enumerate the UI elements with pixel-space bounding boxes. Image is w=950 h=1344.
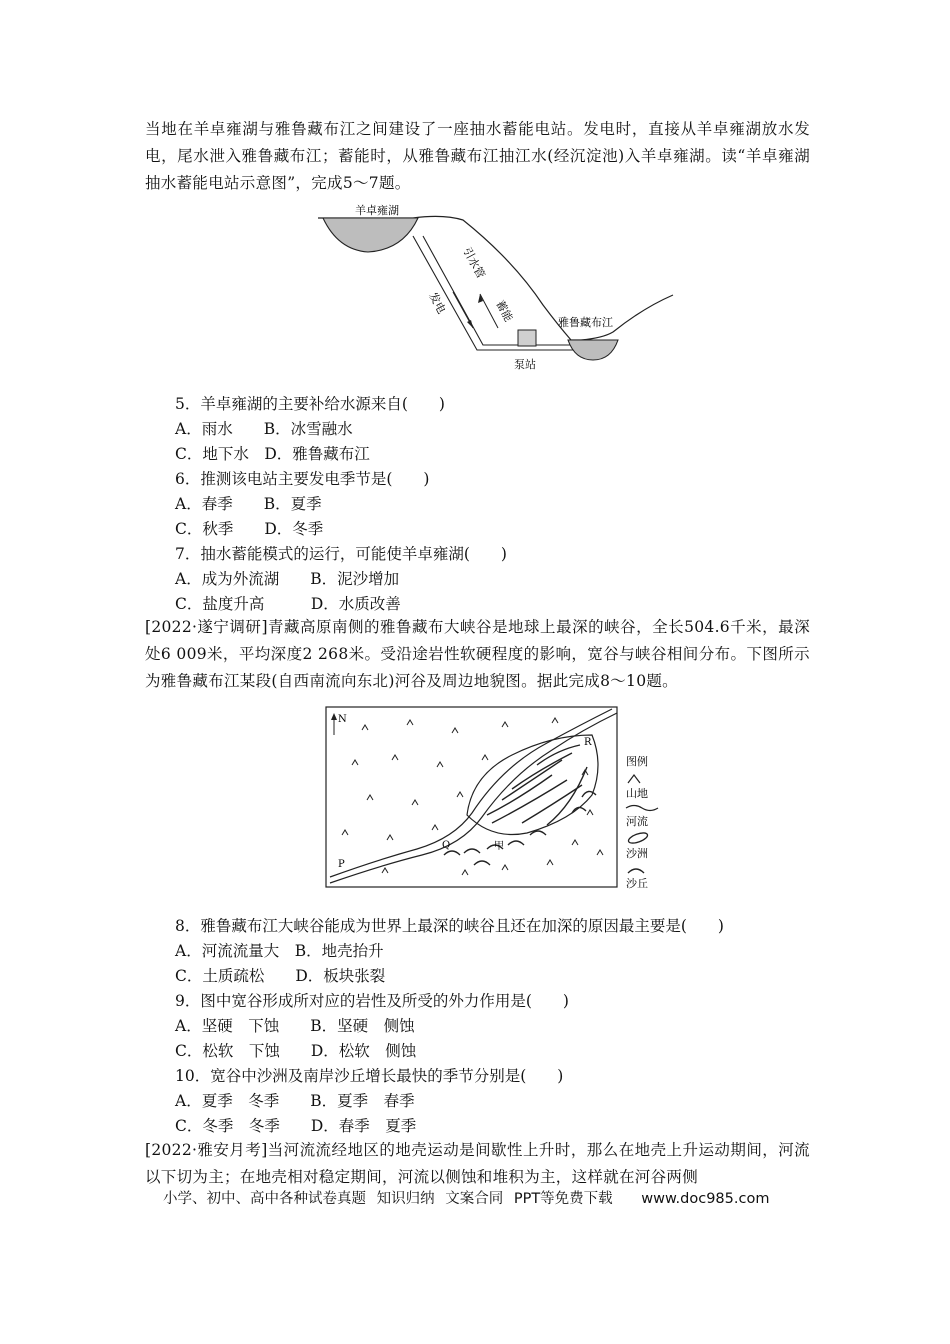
legend-mountain-icon xyxy=(628,775,640,783)
intro-paragraph-2: [2022·遂宁调研]青藏高原南侧的雅鲁藏布大峡谷是地球上最深的峡谷，全长504.6千米，最深处6 009米，平均深度2 268米。受沿途岩性软硬程度的影响，宽谷与峡谷相间分布。下图所示为雅鲁藏布江某段(自西南流向东北)河谷及周边地貌图。据此完成8～10题。 xyxy=(145,618,810,690)
station-label: 泵站 xyxy=(514,358,536,371)
question-10-options-ab: A．夏季 冬季 B．夏季 春季 xyxy=(175,1092,415,1110)
point-q-label: Q xyxy=(442,840,451,851)
footer-url-link[interactable]: www.doc985.com xyxy=(641,1191,770,1207)
question-6: 6．推测该电站主要发电季节是( ) xyxy=(175,470,430,488)
point-r-label: R xyxy=(584,737,592,748)
question-9-options-cd: C．松软 下蚀 D．松软 侧蚀 xyxy=(175,1042,417,1060)
store-arrow-line xyxy=(480,294,498,328)
footer-text-4: PPT等免费下载 xyxy=(513,1191,613,1207)
valley-landform-map xyxy=(322,705,662,890)
question-9-options-ab: A．坚硬 下蚀 B．坚硬 侧蚀 xyxy=(175,1017,415,1035)
legend-dune-label: 沙丘 xyxy=(626,877,648,890)
generate-label: 发电 xyxy=(426,290,449,316)
question-5-options-cd: C．地下水 D．雅鲁藏布江 xyxy=(175,445,370,463)
question-6-options-cd: C．秋季 D．冬季 xyxy=(175,520,324,538)
yarlung-river-shape xyxy=(568,340,618,360)
question-8-options-ab: A．河流流量大 B．地壳抬升 xyxy=(175,942,384,960)
question-7: 7．抽水蓄能模式的运行，可能使羊卓雍湖( ) xyxy=(175,545,507,563)
question-7-options-cd: C．盐度升高 D．水质改善 xyxy=(175,595,401,613)
question-8-options-cd: C．土质疏松 D．板块张裂 xyxy=(175,967,386,985)
footer-text-3: 文案合同 xyxy=(445,1191,504,1207)
pump-station-box xyxy=(518,330,536,346)
page-footer xyxy=(163,1187,775,1208)
question-9: 9．图中宽谷形成所对应的岩性及所受的外力作用是( ) xyxy=(175,992,569,1010)
lake-label: 羊卓雍湖 xyxy=(355,204,399,217)
question-6-options-ab: A．春季 B．夏季 xyxy=(175,495,322,513)
question-8: 8．雅鲁藏布江大峡谷能成为世界上最深的峡谷且还在加深的原因最主要是( ) xyxy=(175,917,724,935)
intro-paragraph-1: 当地在羊卓雍湖与雅鲁藏布江之间建设了一座抽水蓄能电站。发电时，直接从羊卓雍湖放水发电，尾水泄入雅鲁藏布江；蓄能时，从雅鲁藏布江抽江水(经沉淀池)入羊卓雍湖。读“羊卓雍湖抽水蓄能电站示意图”，完成5～7题。 xyxy=(145,120,810,192)
question-10: 10．宽谷中沙洲及南岸沙丘增长最快的季节分别是( ) xyxy=(175,1067,564,1085)
point-jia-label: 甲 xyxy=(494,841,504,852)
question-7-options-ab: A．成为外流湖 B．泥沙增加 xyxy=(175,570,400,588)
question-10-options-cd: C．冬季 冬季 D．春季 夏季 xyxy=(175,1117,417,1135)
legend-mountain-label: 山地 xyxy=(626,787,648,800)
question-5: 5．羊卓雍湖的主要补给水源来自( ) xyxy=(175,395,445,413)
pipe-label: 引水管 xyxy=(460,245,488,281)
legend-sandbar-label: 沙洲 xyxy=(626,847,648,860)
point-p-label: P xyxy=(338,859,345,870)
pumped-storage-diagram xyxy=(313,200,683,375)
legend-sandbar-icon xyxy=(627,831,649,845)
legend-title: 图例 xyxy=(626,755,648,768)
intro-paragraph-3: [2022·雅安月考]当河流流经地区的地壳运动是间歇性上升时，那么在地壳上升运动期间，河流以下切为主；在地壳相对稳定期间，河流以侧蚀和堆积为主，这样就在河谷两侧 xyxy=(145,1141,810,1186)
yamdrok-lake-shape xyxy=(323,218,418,252)
footer-text-1: 小学、初中、高中各种试卷真题 xyxy=(163,1191,366,1207)
legend-dune-icon xyxy=(628,869,644,873)
footer-text-2: 知识归纳 xyxy=(376,1191,435,1207)
store-label: 蓄能 xyxy=(493,298,516,324)
legend-river-label: 河流 xyxy=(626,815,648,828)
generate-arrow-head xyxy=(467,320,473,328)
north-label: N xyxy=(338,714,347,725)
river-label: 雅鲁藏布江 xyxy=(558,316,613,329)
question-5-options-ab: A．雨水 B．冰雪融水 xyxy=(175,420,353,438)
legend-river-icon xyxy=(626,806,658,811)
